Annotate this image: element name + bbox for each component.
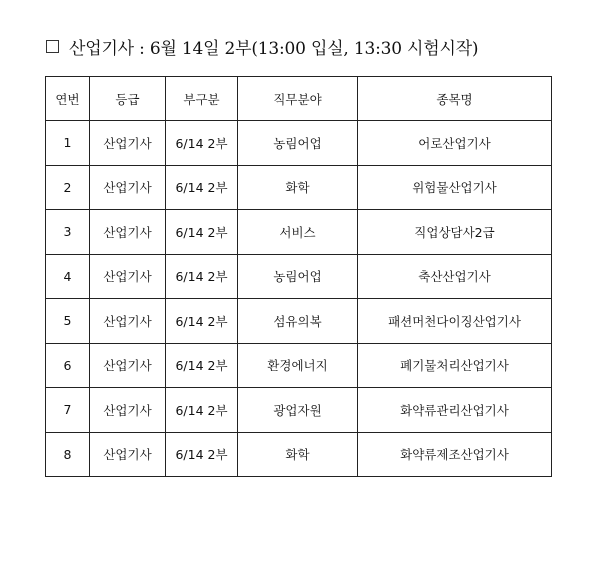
exam-schedule-table	[45, 76, 552, 477]
section-heading	[46, 33, 478, 59]
table-row	[46, 121, 552, 166]
cell-grade: 산업기사	[90, 210, 166, 255]
cell-grade: 산업기사	[90, 388, 166, 433]
cell-session: 6/14 2부	[166, 343, 238, 388]
cell-no: 2	[46, 165, 90, 210]
cell-field: 서비스	[238, 210, 358, 255]
cell-session: 6/14 2부	[166, 432, 238, 477]
cell-grade: 산업기사	[90, 299, 166, 344]
cell-item: 패션머천다이징산업기사	[358, 299, 552, 344]
table-row	[46, 210, 552, 255]
cell-item: 화약류관리산업기사	[358, 388, 552, 433]
cell-item: 위험물산업기사	[358, 165, 552, 210]
cell-grade: 산업기사	[90, 432, 166, 477]
cell-grade: 산업기사	[90, 343, 166, 388]
cell-field: 화학	[238, 432, 358, 477]
cell-item: 축산산업기사	[358, 254, 552, 299]
cell-grade: 산업기사	[90, 254, 166, 299]
header-field: 직무분야	[238, 77, 358, 121]
table-row	[46, 254, 552, 299]
cell-session: 6/14 2부	[166, 388, 238, 433]
table-row	[46, 432, 552, 477]
header-item: 종목명	[358, 77, 552, 121]
cell-item: 어로산업기사	[358, 121, 552, 166]
cell-no: 1	[46, 121, 90, 166]
cell-item: 화약류제조산업기사	[358, 432, 552, 477]
cell-session: 6/14 2부	[166, 254, 238, 299]
table-row	[46, 299, 552, 344]
cell-grade: 산업기사	[90, 165, 166, 210]
header-no: 연번	[46, 77, 90, 121]
section-heading-text: 산업기사 : 6월 14일 2부(13:00 입실, 13:30 시험시작)	[69, 38, 479, 59]
cell-item: 직업상담사2급	[358, 210, 552, 255]
cell-field: 화학	[238, 165, 358, 210]
cell-no: 4	[46, 254, 90, 299]
cell-field: 광업자원	[238, 388, 358, 433]
cell-no: 8	[46, 432, 90, 477]
header-session: 부구분	[166, 77, 238, 121]
cell-session: 6/14 2부	[166, 165, 238, 210]
cell-session: 6/14 2부	[166, 121, 238, 166]
cell-no: 5	[46, 299, 90, 344]
checkbox-icon	[46, 40, 59, 53]
cell-grade: 산업기사	[90, 121, 166, 166]
table-row	[46, 343, 552, 388]
cell-no: 7	[46, 388, 90, 433]
cell-session: 6/14 2부	[166, 299, 238, 344]
table-row	[46, 165, 552, 210]
cell-item: 폐기물처리산업기사	[358, 343, 552, 388]
table-header-row	[46, 77, 552, 121]
cell-field: 농림어업	[238, 121, 358, 166]
cell-no: 3	[46, 210, 90, 255]
cell-session: 6/14 2부	[166, 210, 238, 255]
cell-field: 환경에너지	[238, 343, 358, 388]
header-grade: 등급	[90, 77, 166, 121]
table-row	[46, 388, 552, 433]
cell-field: 농림어업	[238, 254, 358, 299]
cell-field: 섬유의복	[238, 299, 358, 344]
cell-no: 6	[46, 343, 90, 388]
